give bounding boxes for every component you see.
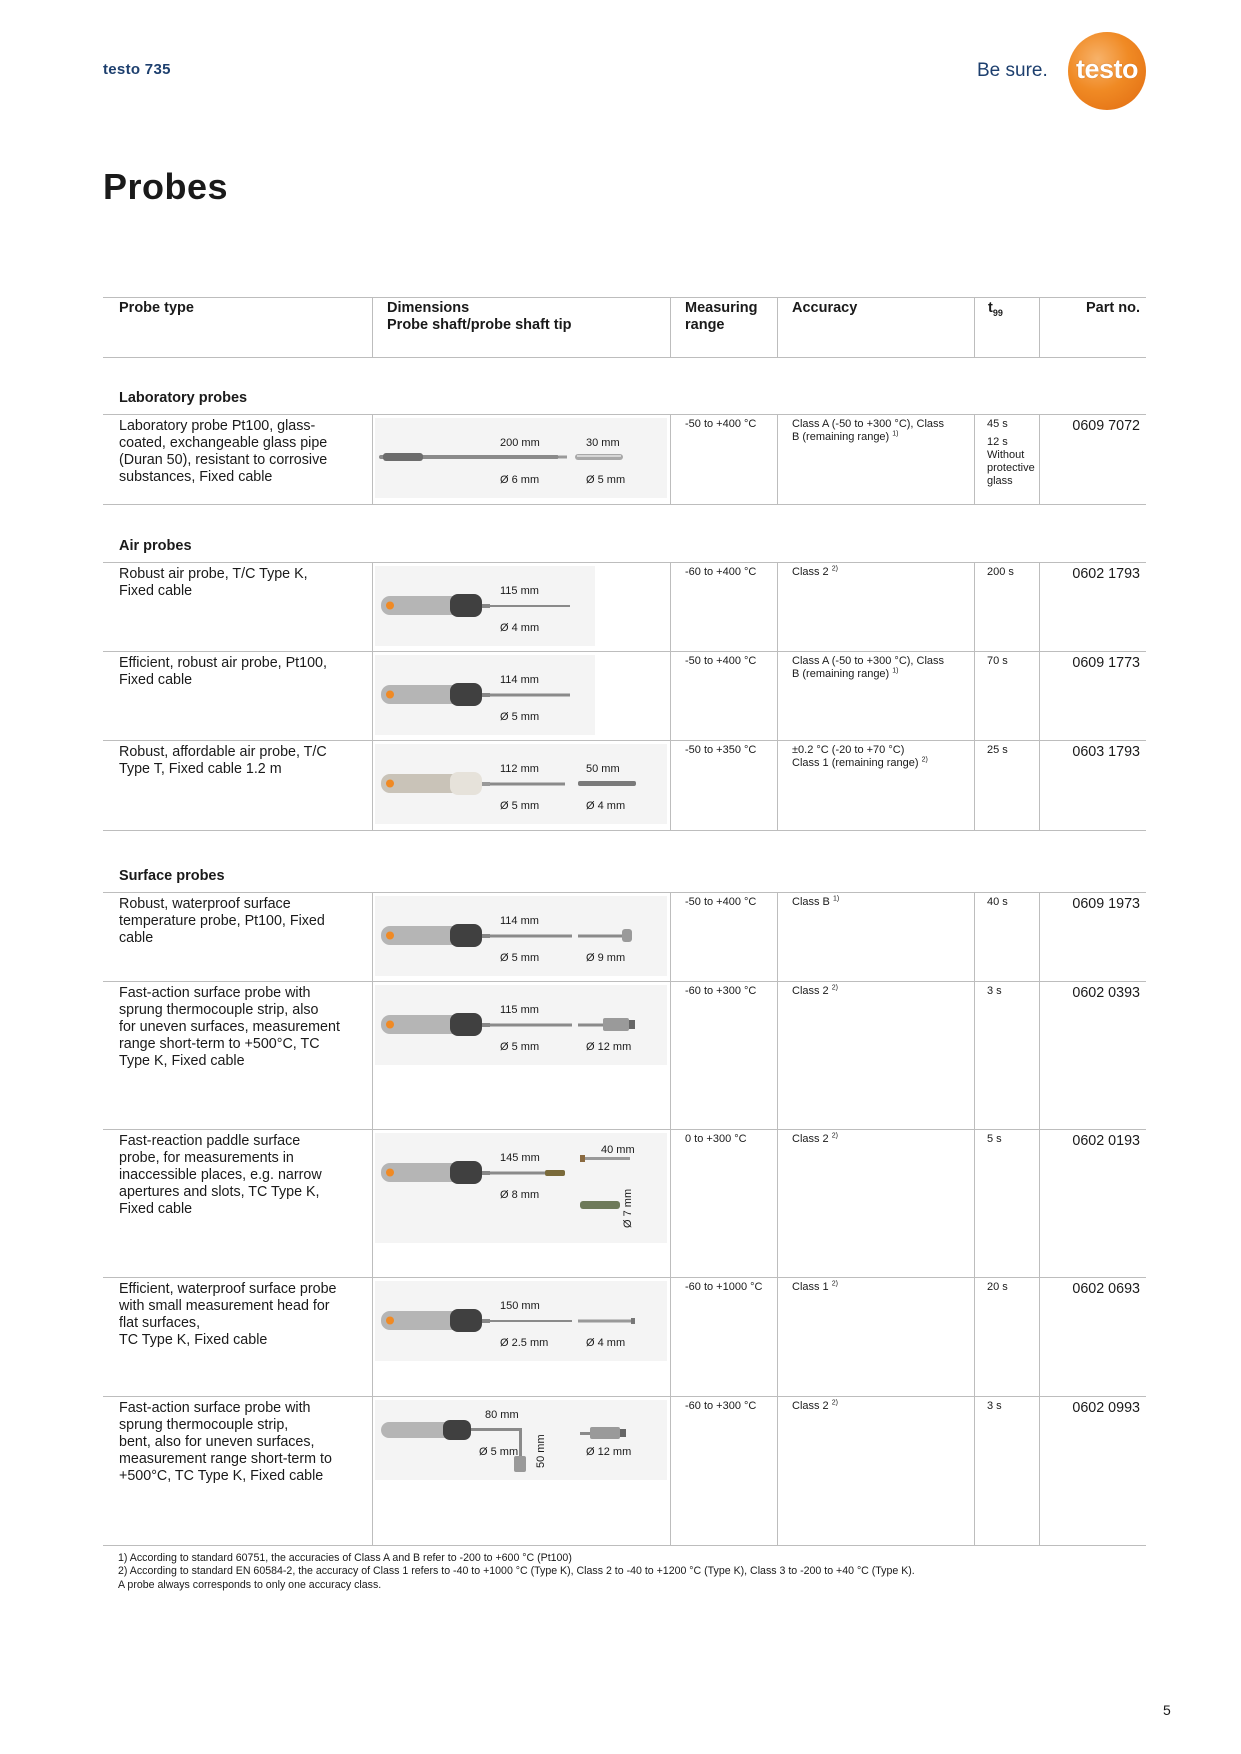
- t99-main: t: [988, 300, 993, 316]
- accuracy-line: Class B: [792, 896, 830, 908]
- accuracy: [792, 1133, 838, 1146]
- dim-shaft-length: 145 mm: [500, 1152, 540, 1164]
- probe-image: [375, 1281, 667, 1361]
- probe-description: (Duran 50), resistant to corrosive: [119, 452, 328, 468]
- dim-shaft-length: 115 mm: [500, 585, 539, 597]
- dim-shaft-length: 112 mm: [500, 763, 539, 775]
- probe-description: with small measurement head for: [119, 1298, 330, 1314]
- dim-shaft-length: 200 mm: [500, 437, 540, 449]
- page-number: 5: [1163, 1702, 1171, 1718]
- footnote-ref: 2): [831, 1399, 838, 1407]
- probe-description: Efficient, robust air probe, Pt100,: [119, 655, 327, 671]
- section-laboratory-probes: Laboratory probes: [119, 390, 248, 406]
- footnote-ref: 2): [831, 984, 838, 992]
- col-measuring-line2: range: [685, 317, 725, 333]
- dim-shaft-length: 80 mm: [485, 1409, 519, 1421]
- measuring-range: -50 to +400 °C: [685, 896, 757, 908]
- probe-image: [375, 655, 595, 735]
- footnote-ref: 1): [892, 430, 899, 438]
- part-number: 0609 7072: [1072, 418, 1140, 434]
- probe-image: [375, 896, 667, 976]
- footnote-ref: 1): [892, 667, 899, 675]
- product-name: testo 735: [103, 61, 171, 78]
- probe-description: Type T, Fixed cable 1.2 m: [119, 761, 282, 777]
- probe-description: substances, Fixed cable: [119, 469, 273, 485]
- probe-description: coated, exchangeable glass pipe: [119, 435, 328, 451]
- t99-value: 3 s: [987, 985, 1002, 997]
- dim-tip-width: Ø 7 mm: [622, 1188, 634, 1228]
- dim-tip-diameter: Ø 4 mm: [586, 800, 626, 812]
- accuracy-line: Class 2: [792, 1400, 829, 1412]
- accuracy: [792, 1281, 838, 1294]
- dim-tip-diameter: Ø 9 mm: [586, 952, 626, 964]
- probe-description: flat surfaces,: [119, 1315, 201, 1331]
- probe-description: Efficient, waterproof surface probe: [119, 1281, 337, 1297]
- t99-value: 5 s: [987, 1133, 1002, 1145]
- dim-tip-length: 50 mm: [586, 763, 620, 775]
- dim-shaft-length: 114 mm: [500, 915, 539, 927]
- probe-description: measurement range short-term to: [119, 1451, 332, 1467]
- probe-image: [375, 1400, 667, 1480]
- probe-description: temperature probe, Pt100, Fixed: [119, 913, 325, 929]
- page-title: Probes: [103, 166, 229, 207]
- dim-shaft-diameter: Ø 5 mm: [500, 1041, 540, 1053]
- t99-sub: 99: [992, 307, 1003, 318]
- probe-image: [375, 985, 667, 1065]
- col-dimensions-line1: Dimensions: [387, 300, 470, 316]
- footnote-ref: 2): [831, 1280, 838, 1288]
- dim-shaft-length: 114 mm: [500, 674, 539, 686]
- accuracy-line: Class 2: [792, 566, 829, 578]
- probe-image: [375, 418, 667, 498]
- handheld-probe-drawing: [375, 655, 595, 735]
- measuring-range: 0 to +300 °C: [685, 1133, 747, 1145]
- part-number: 0602 0193: [1072, 1133, 1140, 1149]
- dim-shaft-diameter: Ø 5 mm: [500, 952, 540, 964]
- accuracy-line: ±0.2 °C (-20 to +70 °C): [792, 744, 905, 756]
- accuracy: [792, 744, 928, 770]
- dim-shaft-length: 115 mm: [500, 1004, 539, 1016]
- footnote-1: 1) According to standard 60751, the accuracies of Class A and B refer to -200 to +600 °C (Pt100): [118, 1552, 572, 1564]
- t99-value: 40 s: [987, 896, 1008, 908]
- probe-description: cable: [119, 930, 154, 946]
- col-t99: [988, 300, 1003, 317]
- bent-probe-drawing: [375, 1400, 667, 1480]
- footnotes: [118, 1552, 915, 1592]
- t99-value: 20 s: [987, 1281, 1008, 1293]
- dim-tip-diameter: Ø 12 mm: [586, 1446, 632, 1458]
- logo-text: testo: [1075, 54, 1138, 84]
- accuracy-line: B (remaining range): [792, 431, 890, 443]
- measuring-range: -60 to +1000 °C: [685, 1281, 763, 1293]
- accuracy: [792, 655, 944, 681]
- col-measuring-line1: Measuring: [685, 300, 758, 316]
- measuring-range: -60 to +400 °C: [685, 566, 757, 578]
- probe-image: [375, 1133, 667, 1243]
- dim-tip-length: 30 mm: [586, 437, 620, 449]
- measuring-range: -50 to +400 °C: [685, 655, 757, 667]
- t99-line: 12 s: [987, 436, 1008, 448]
- probe-description: +500°C, TC Type K, Fixed cable: [119, 1468, 324, 1484]
- testo-logo: [1068, 32, 1146, 110]
- dim-shaft-diameter: Ø 5 mm: [479, 1446, 519, 1458]
- part-number: 0602 0993: [1072, 1400, 1140, 1416]
- probe-description: Laboratory probe Pt100, glass-: [119, 418, 316, 434]
- probe-description: range short-term to +500°C, TC: [119, 1036, 320, 1052]
- col-probe-type: Probe type: [119, 300, 194, 316]
- dim-shaft-diameter: Ø 5 mm: [500, 800, 540, 812]
- t99-value: 3 s: [987, 1400, 1002, 1412]
- probe-description: sprung thermocouple strip,: [119, 1417, 289, 1433]
- probe-description: Robust, affordable air probe, T/C: [119, 744, 327, 760]
- dim-shaft-diameter: Ø 5 mm: [500, 711, 540, 723]
- dim-shaft-diameter: Ø 6 mm: [500, 474, 540, 486]
- probe-description: inaccessible places, e.g. narrow: [119, 1167, 322, 1183]
- probe-description: Fast-action surface probe with: [119, 1400, 311, 1416]
- accuracy-line: Class 1: [792, 1281, 829, 1293]
- dim-shaft-diameter: Ø 2.5 mm: [500, 1337, 549, 1349]
- handheld-probe-drawing: [375, 985, 667, 1065]
- t99-line: 45 s: [987, 418, 1008, 430]
- t99-line: Without: [987, 449, 1025, 461]
- part-number: 0609 1973: [1072, 896, 1140, 912]
- t99-value: 200 s: [987, 566, 1014, 578]
- measuring-range: -60 to +300 °C: [685, 1400, 757, 1412]
- handheld-probe-drawing: [375, 1281, 667, 1361]
- probe-description: apertures and slots, TC Type K,: [119, 1184, 320, 1200]
- dim-tip-length: 40 mm: [601, 1144, 635, 1156]
- accuracy: [792, 985, 838, 998]
- footnote-2: 2) According to standard EN 60584-2, the accuracy of Class 1 refers to -40 to +1000 °C (Type K), Class 2 to -40 to +1200 °C (Type K), Class 3 to -200 to +40 °C (Type K).: [118, 1565, 915, 1578]
- col-dimensions: [387, 300, 572, 334]
- accuracy-line: Class 1 (remaining range): [792, 757, 919, 769]
- probe-image: [375, 744, 667, 824]
- probe-description: bent, also for uneven surfaces,: [119, 1434, 315, 1450]
- footnote-ref: 2): [831, 1132, 838, 1140]
- accuracy-line: Class A (-50 to +300 °C), Class: [792, 655, 945, 667]
- dim-tip-diameter: Ø 4 mm: [586, 1337, 626, 1349]
- t99-value: [987, 418, 1035, 488]
- glass-probe-drawing: [375, 418, 667, 498]
- section-air-probes: Air probes: [119, 538, 192, 554]
- t99-value: 25 s: [987, 744, 1008, 756]
- footnote-3: A probe always corresponds to only one accuracy class.: [118, 1578, 382, 1591]
- part-number: 0602 1793: [1072, 566, 1140, 582]
- accuracy: [792, 1400, 838, 1413]
- t99-line: protective: [987, 462, 1035, 474]
- t99-value: 70 s: [987, 655, 1008, 667]
- accuracy: [792, 418, 944, 444]
- accuracy-line: Class A (-50 to +300 °C), Class: [792, 418, 945, 430]
- dim-bent-length: 50 mm: [535, 1434, 547, 1468]
- probe-description: Robust air probe, T/C Type K,: [119, 566, 308, 582]
- dim-tip-diameter: Ø 5 mm: [586, 474, 626, 486]
- probe-image: [375, 566, 595, 646]
- measuring-range: -50 to +350 °C: [685, 744, 757, 756]
- accuracy-line: Class 2: [792, 1133, 829, 1145]
- brand-tagline: Be sure.: [977, 60, 1048, 81]
- probe-description: Fixed cable: [119, 672, 193, 688]
- t99-line: glass: [987, 475, 1013, 487]
- footnote-ref: 1): [832, 895, 840, 903]
- footnote-ref: 2): [921, 756, 928, 764]
- probe-description: Fixed cable: [119, 1201, 193, 1217]
- probe-description: sprung thermocouple strip, also: [119, 1002, 319, 1018]
- probe-description: TC Type K, Fixed cable: [119, 1332, 268, 1348]
- accuracy-line: Class 2: [792, 985, 829, 997]
- part-number: 0602 0393: [1072, 985, 1140, 1001]
- probe-description: Fast-reaction paddle surface: [119, 1133, 301, 1149]
- handheld-probe-drawing: [375, 744, 667, 824]
- handheld-probe-drawing: [375, 566, 595, 646]
- col-accuracy: Accuracy: [792, 300, 858, 316]
- part-number: 0603 1793: [1072, 744, 1140, 760]
- section-surface-probes: Surface probes: [119, 868, 225, 884]
- footnote-ref: 2): [831, 565, 838, 573]
- part-number: 0609 1773: [1072, 655, 1140, 671]
- accuracy: [792, 566, 838, 579]
- accuracy: [792, 896, 839, 909]
- probe-description: Type K, Fixed cable: [119, 1053, 245, 1069]
- part-number: 0602 0693: [1072, 1281, 1140, 1297]
- probe-description: Robust, waterproof surface: [119, 896, 291, 912]
- col-dimensions-line2: Probe shaft/probe shaft tip: [387, 317, 572, 333]
- dim-tip-diameter: Ø 12 mm: [586, 1041, 632, 1053]
- dim-shaft-diameter: Ø 4 mm: [500, 622, 540, 634]
- probe-description: Fast-action surface probe with: [119, 985, 311, 1001]
- handheld-probe-drawing: [375, 896, 667, 976]
- probe-description: Fixed cable: [119, 583, 193, 599]
- accuracy-line: B (remaining range): [792, 668, 890, 680]
- measuring-range: -50 to +400 °C: [685, 418, 757, 430]
- probe-description: probe, for measurements in: [119, 1150, 294, 1166]
- col-measuring-range: [685, 300, 758, 334]
- dim-shaft-diameter: Ø 8 mm: [500, 1189, 540, 1201]
- measuring-range: -60 to +300 °C: [685, 985, 757, 997]
- col-part-no: Part no.: [1086, 300, 1140, 316]
- dim-shaft-length: 150 mm: [500, 1300, 540, 1312]
- probe-description: for uneven surfaces, measurement: [119, 1019, 340, 1035]
